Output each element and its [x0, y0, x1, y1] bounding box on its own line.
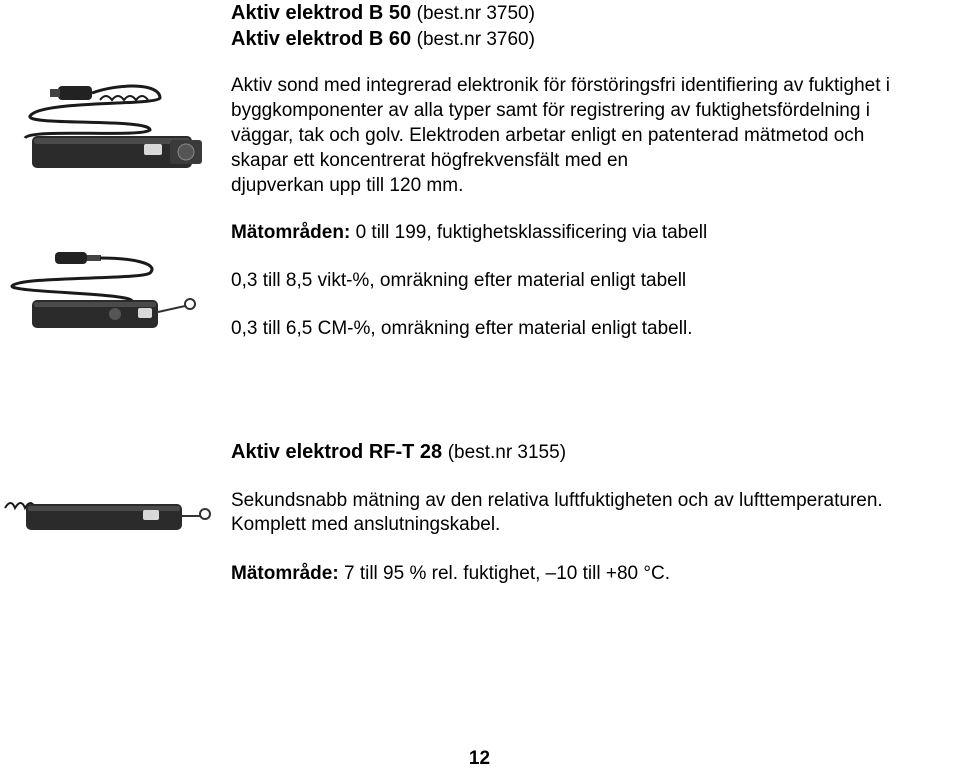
description-line: djupverkan upp till 120 mm. — [231, 175, 464, 196]
rft-range-label: Mätområde: — [231, 563, 339, 584]
connector-plug — [55, 252, 87, 264]
rft-measuring-range — [231, 561, 670, 587]
range-line-3: 0,3 till 6,5 CM-%, omräkning efter material enligt tabell. — [231, 318, 693, 339]
b60-title: Aktiv elektrod B 60 — [231, 28, 412, 50]
rft-title: Aktiv elektrod RF-T 28 — [231, 441, 443, 463]
description-line: Aktiv sond med integrerad elektronik för förstöringsfri identifiering av fuktighet i — [231, 75, 890, 96]
b60-heading — [231, 26, 535, 53]
rft-description-line: Komplett med anslutningskabel. — [231, 514, 501, 535]
b60-order-number: (best.nr 3760) — [416, 29, 535, 50]
rft-description-line: Sekundsnabb mätning av den relativa luftfuktigheten och av lufttemperaturen. — [231, 490, 883, 511]
b50-heading — [231, 0, 535, 27]
probe-badge — [144, 144, 162, 155]
probe-badge — [138, 308, 152, 318]
b50-order-number: (best.nr 3750) — [416, 3, 535, 24]
range-line-2: 0,3 till 8,5 vikt-%, omräkning efter material enligt tabell — [231, 270, 687, 291]
coiled-cable — [12, 258, 152, 303]
rft-range-value: 7 till 95 % rel. fuktighet, –10 till +80 °C. — [343, 563, 670, 584]
electrode-b60-image — [0, 248, 215, 333]
coiled-cable — [25, 86, 160, 138]
description-line: byggkomponenter av alla typer samt för registrering av fuktighetsfördelning i — [231, 100, 870, 121]
description-line: väggar, tak och golv. Elektroden arbetar enligt en patenterad mätmetod och — [231, 125, 865, 146]
b50-title: Aktiv elektrod B 50 — [231, 2, 412, 24]
page-number: 12 — [468, 748, 491, 769]
connector-plug — [58, 86, 92, 100]
electrode-b50-image — [0, 78, 215, 178]
rft-heading — [231, 439, 566, 466]
description-line: skapar ett koncentrerat högfrekvensfält med en — [231, 150, 629, 171]
rft-order-number: (best.nr 3155) — [447, 442, 567, 463]
measuring-ranges — [231, 220, 707, 246]
range-line-1: 0 till 199, fuktighetsklassificering via tabell — [355, 222, 708, 243]
ranges-label: Mätområden: — [231, 222, 351, 243]
probe-badge — [143, 510, 159, 520]
electrode-rft28-image — [0, 488, 215, 538]
